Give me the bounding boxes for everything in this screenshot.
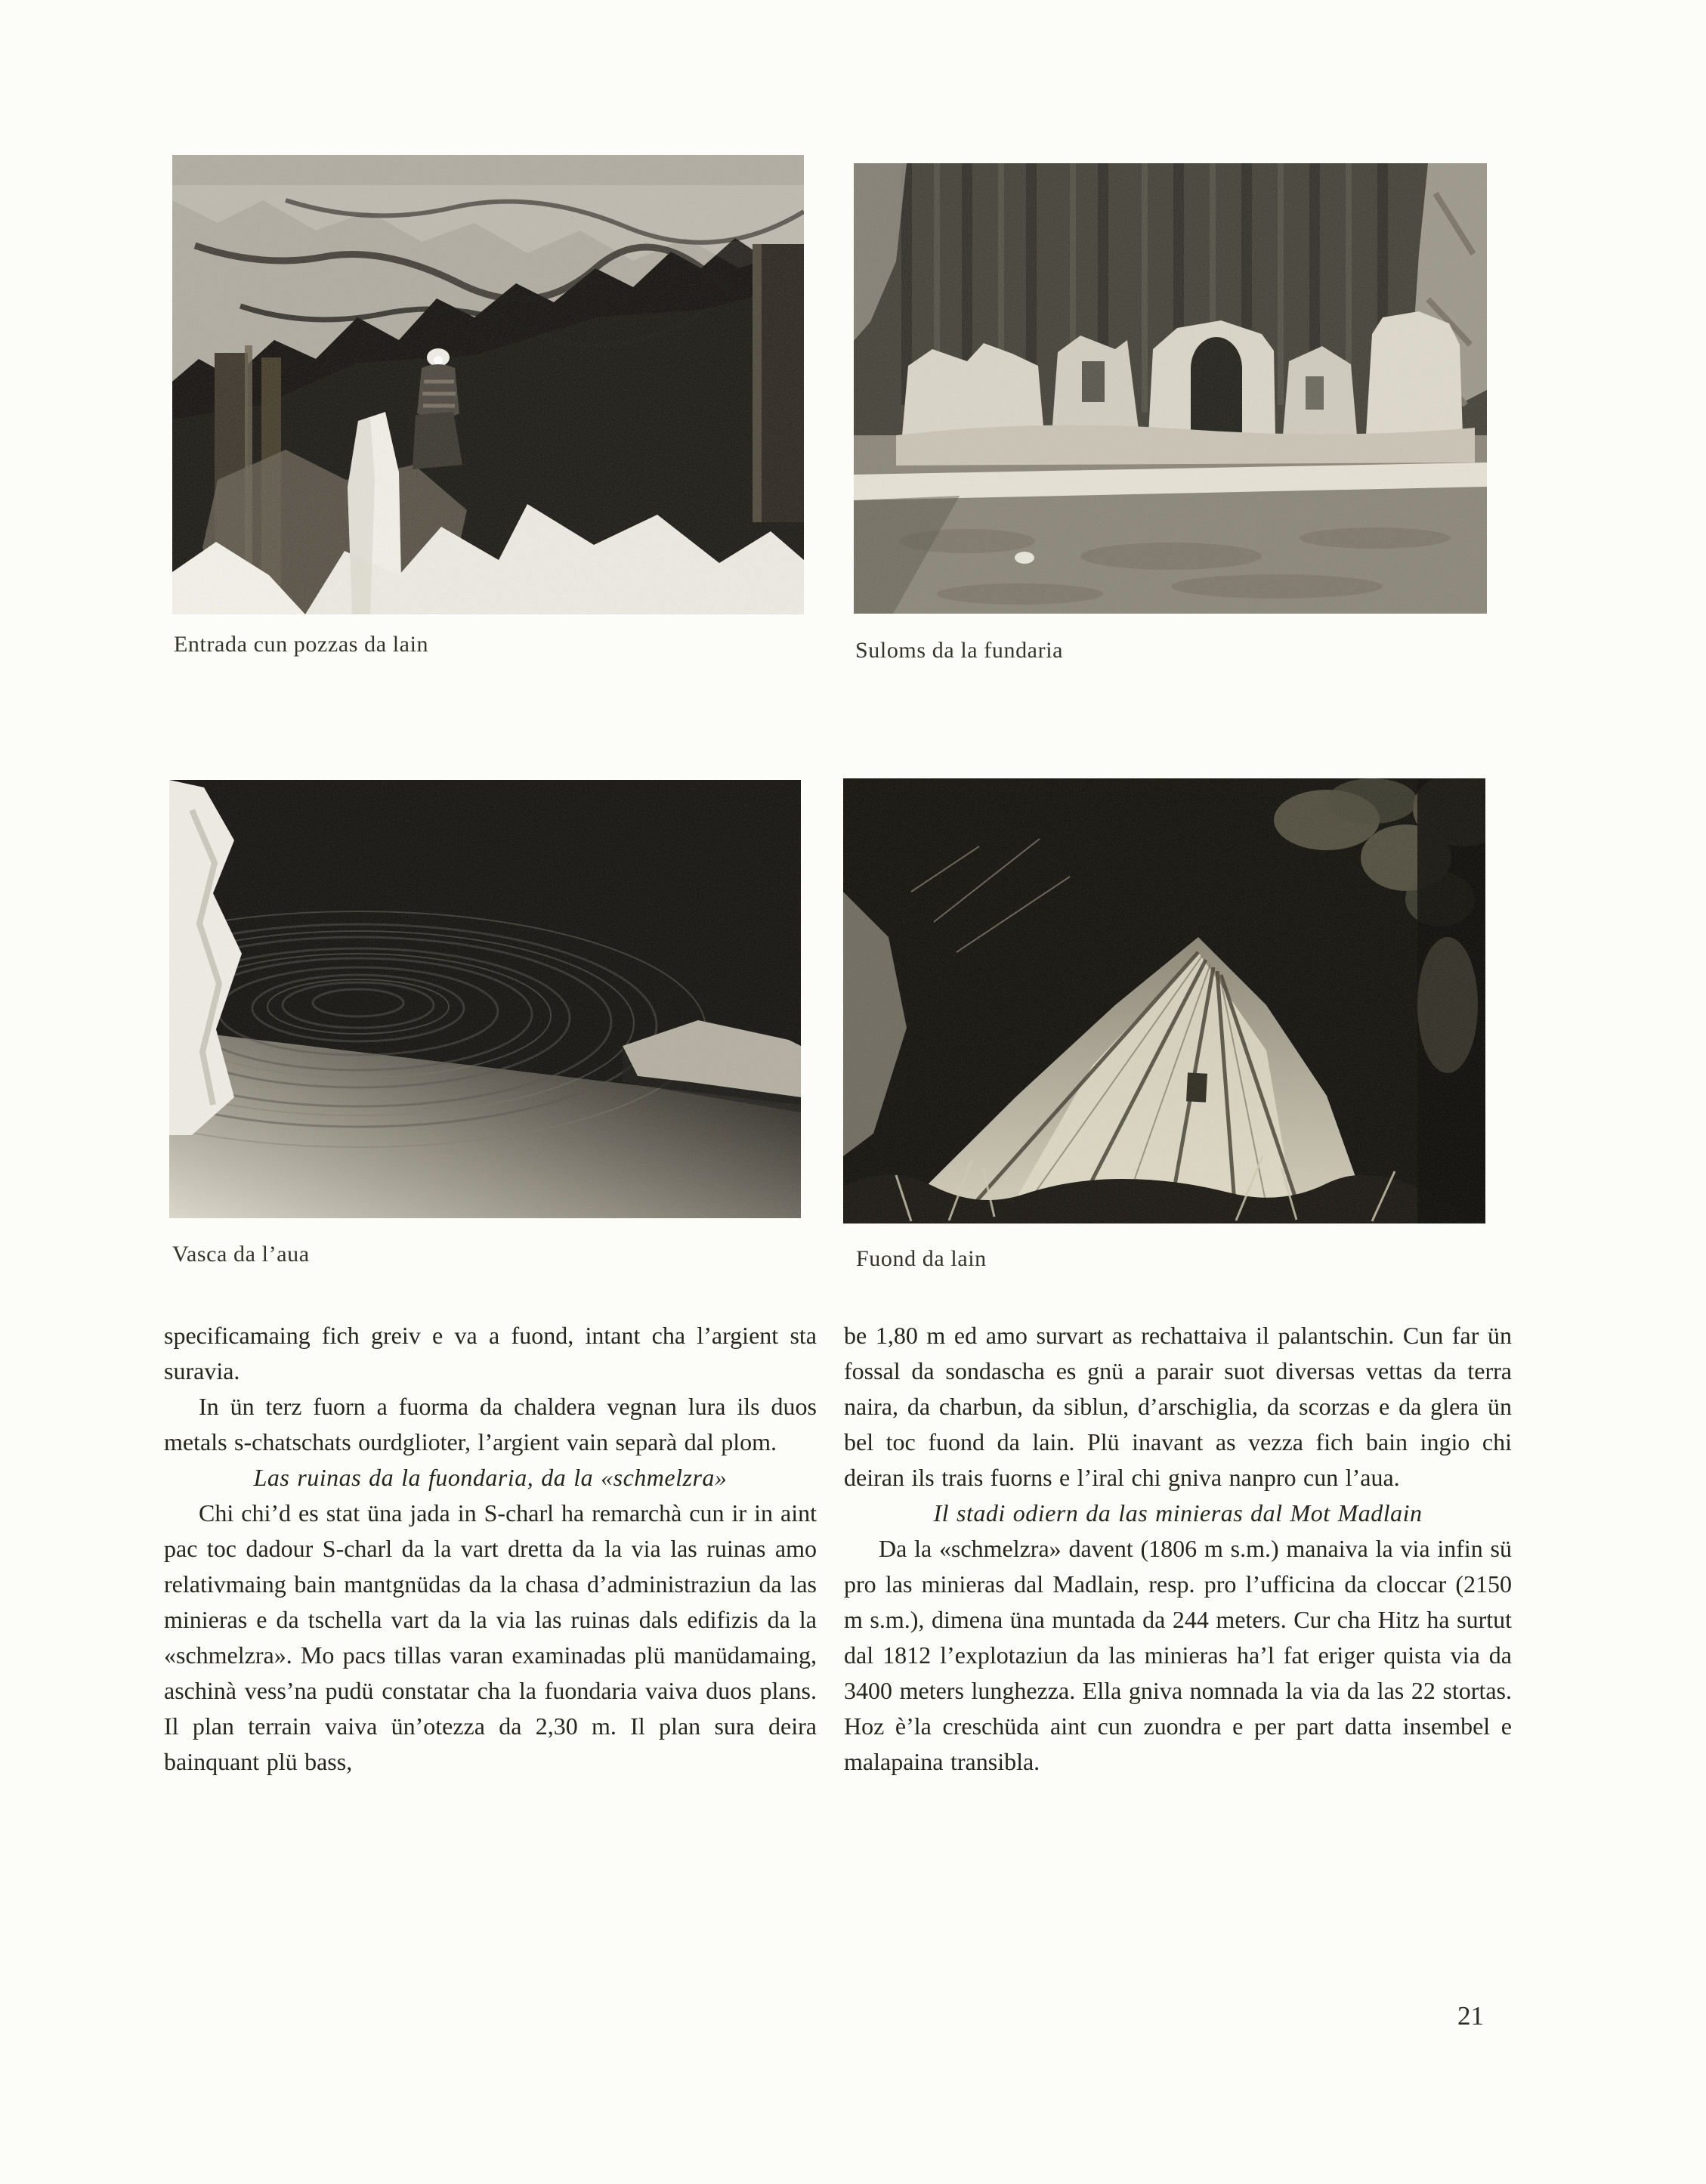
photo-wooden-floor: [843, 778, 1485, 1223]
section-heading-ruinas: Las ruinas da la fuondaria, da la «schmelzra»: [253, 1464, 728, 1491]
mine-entrance-photo-graphic: [172, 155, 804, 614]
photo-smelter-ruins: [854, 163, 1487, 614]
photo-water-basin: [169, 780, 801, 1218]
figure-caption-vasca: Vasca da l’aua: [172, 1242, 310, 1267]
section-heading-stadi-odiern: Il stadi odiern da las minieras dal Mot Madlain: [933, 1499, 1423, 1527]
text-column-left: [164, 1318, 817, 1780]
wooden-floor-photo-graphic: [843, 778, 1485, 1223]
paragraph-continuation: be 1,80 m ed amo survart as rechattaiva il palantschin. Cun far ün fossal da sondascha es gnü a parair suot diversas vettas da terra naira, da charbun, da siblun, d’arschiglia, da scorzas e da glera ün bel toc fuond da lain. Plü inavant as vezza fich bain ingio chi deiran ils trais fuorns e l’iral chi gniva nanpro cun l’aua.: [844, 1322, 1512, 1491]
paragraph: In ün terz fuorn a fuorma da chaldera vegnan lura ils duos metals s-chatschats ourdglioter, l’argient vain separà dal plom.: [164, 1393, 817, 1455]
figure-caption-fuond: Fuond da lain: [856, 1246, 987, 1271]
figure-caption-suloms: Suloms da la fundaria: [855, 638, 1064, 663]
smelter-ruins-photo-graphic: [854, 163, 1487, 614]
text-column-right: [844, 1318, 1512, 1780]
photo-mine-entrance: [172, 155, 804, 614]
paragraph: Chi chi’d es stat üna jada in S-charl ha remarchà cun ir in aint pac toc dadour S-charl da la vart dretta da la via las ruinas amo relativmaing bain mantgnüdas da la chasa d’administraziun da las minieras e da tschella vart da la via las ruinas dals edifizis da la «schmelzra». Mo pacs tillas varan examinadas plü manüdamaing, aschinà vess’na pudü constatar cha la fuondaria vaiva duos plans. Il plan terrain vaiva ün’otezza da 2,30 m. Il plan sura deira bainquant plü bass,: [164, 1499, 817, 1775]
paragraph: Da la «schmelzra» davent (1806 m s.m.) manaiva la via infin sü pro las minieras dal Madlain, resp. pro l’ufficina da cloccar (2150 m s.m.), dimena üna muntada da 244 meters. Cur cha Hitz ha surtut dal 1812 l’explotaziun da las minieras ha’l fat eriger quista via da 3400 meters lunghezza. Ella gniva nomnada la via da las 22 stortas. Hoz è’la creschüda aint cun zuondra e per part datta insembel e malapaina transibla.: [844, 1535, 1512, 1775]
figure-caption-entrada: Entrada cun pozzas da lain: [174, 632, 429, 657]
page-number: 21: [1457, 2001, 1484, 2031]
paragraph-continuation: specificamaing fich greiv e va a fuond, intant cha l’argient sta suravia.: [164, 1322, 817, 1384]
water-basin-photo-graphic: [169, 780, 801, 1218]
